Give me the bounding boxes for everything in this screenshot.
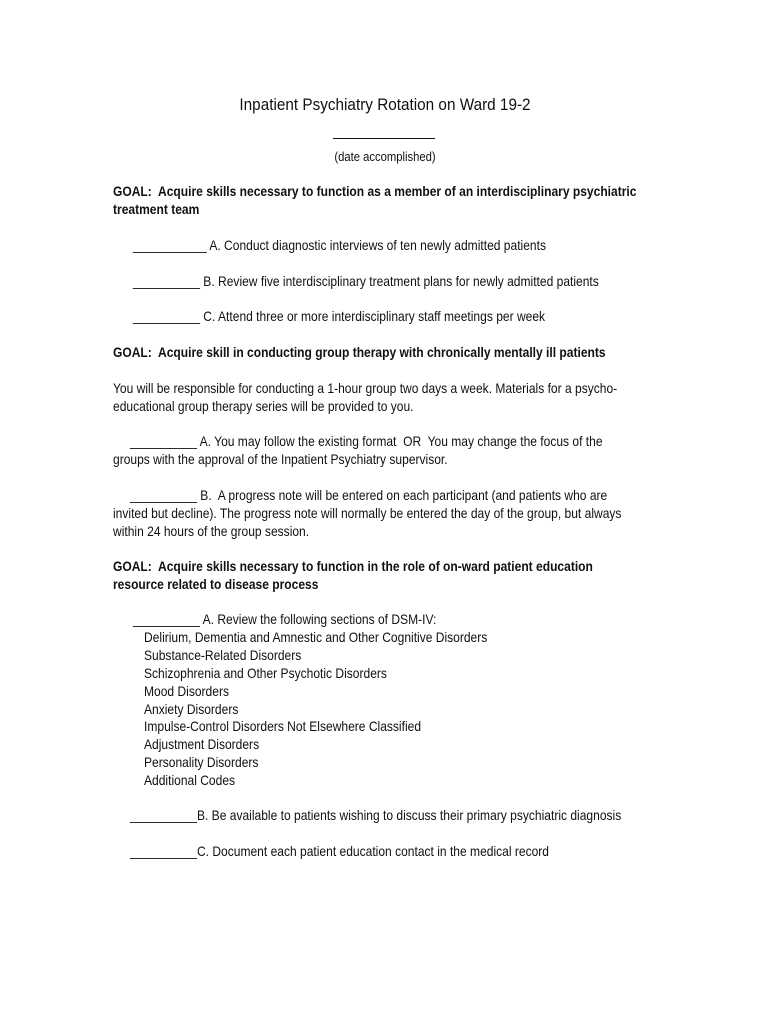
goal-1-item-a: ___________ A. Conduct diagnostic interviews of ten newly admitted patients xyxy=(133,237,546,253)
goal-3-item-c: __________C. Document each patient education contact in the medical record xyxy=(130,843,550,859)
goal-2-item-b-line-2: invited but decline). The progress note will normally be entered the day of the group, but always xyxy=(113,505,622,521)
goal-3-heading-line-1: GOAL: Acquire skills necessary to function in the role of on-ward patient education xyxy=(113,558,593,574)
goal-3-item-a: __________ A. Review the following sections of DSM-IV: xyxy=(133,611,437,627)
goal-1-item-b: __________ B. Review five interdisciplinary treatment plans for newly admitted patients xyxy=(133,273,599,289)
date-signature-line xyxy=(333,138,435,139)
dsm-section-item: Substance-Related Disorders xyxy=(144,647,302,663)
goal-1-item-c: __________ C. Attend three or more interdisciplinary staff meetings per week xyxy=(133,308,546,324)
dsm-section-item: Schizophrenia and Other Psychotic Disorders xyxy=(144,665,387,681)
dsm-section-item: Delirium, Dementia and Amnestic and Other Cognitive Disorders xyxy=(144,629,488,645)
date-accomplished-label: (date accomplished) xyxy=(334,150,436,164)
goal-2-item-a-line-1: __________ A. You may follow the existing format OR You may change the focus of the xyxy=(130,433,603,449)
goal-2-heading: GOAL: Acquire skill in conducting group therapy with chronically mentally ill patients xyxy=(113,344,606,360)
goal-3-item-b: __________B. Be available to patients wishing to discuss their primary psychiatric diagnosis xyxy=(130,807,622,823)
page-title: Inpatient Psychiatry Rotation on Ward 19-2 xyxy=(239,95,531,114)
goal-1-heading-line-1: GOAL: Acquire skills necessary to function as a member of an interdisciplinary psychiatric xyxy=(113,183,637,199)
dsm-section-item: Adjustment Disorders xyxy=(144,736,260,752)
goal-2-intro-line-2: educational group therapy series will be provided to you. xyxy=(113,398,414,414)
goal-2-item-b-line-1: __________ B. A progress note will be entered on each participant (and patients who are xyxy=(130,487,608,503)
goal-2-item-a-line-2: groups with the approval of the Inpatient Psychiatry supervisor. xyxy=(113,451,448,467)
goal-2-intro-line-1: You will be responsible for conducting a 1-hour group two days a week. Materials for a psycho- xyxy=(113,380,618,396)
goal-2-item-b-line-3: within 24 hours of the group session. xyxy=(113,523,310,539)
dsm-section-item: Anxiety Disorders xyxy=(144,701,239,717)
dsm-section-item: Impulse-Control Disorders Not Elsewhere Classified xyxy=(144,718,422,734)
dsm-section-item: Additional Codes xyxy=(144,772,236,788)
goal-1-heading-line-2: treatment team xyxy=(113,201,200,217)
goal-3-heading-line-2: resource related to disease process xyxy=(113,576,319,592)
dsm-section-item: Personality Disorders xyxy=(144,754,259,770)
dsm-section-item: Mood Disorders xyxy=(144,683,229,699)
